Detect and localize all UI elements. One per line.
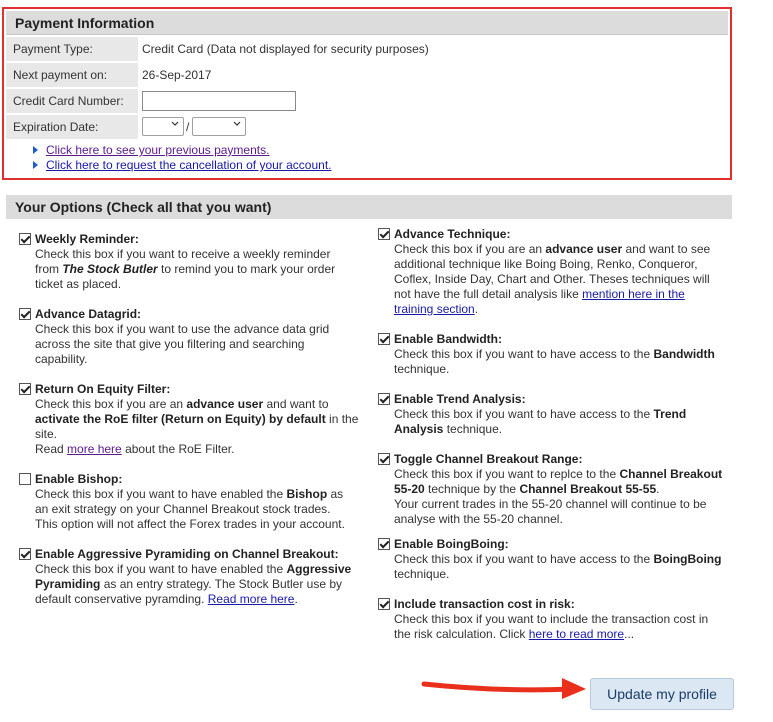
expiration-separator: /	[186, 120, 190, 134]
advance-technique-checkbox[interactable]	[378, 228, 390, 240]
link-bullet-icon	[33, 161, 38, 169]
desc-text: .	[656, 482, 660, 496]
option-description	[394, 347, 724, 377]
option-title: Advance Technique:	[394, 227, 511, 241]
desc-text: Check this box if you want to have access to the	[394, 347, 654, 361]
option-title: Include transaction cost in risk:	[394, 597, 575, 611]
desc-text: .	[294, 592, 298, 606]
desc-line: technique.	[394, 362, 450, 376]
payment-section-title: Payment Information	[6, 11, 728, 35]
training-section-link-cont[interactable]: training section	[394, 302, 475, 316]
option-transaction-cost	[378, 597, 718, 642]
option-title: Enable Bandwidth:	[394, 332, 502, 346]
option-title: Return On Equity Filter:	[35, 382, 171, 396]
desc-emphasis: Bandwidth	[653, 347, 715, 361]
desc-emphasis: advance user	[545, 242, 623, 256]
option-trend-analysis	[378, 392, 718, 437]
expiration-label: Expiration Date:	[6, 115, 138, 139]
desc-text: about the RoE Filter.	[121, 442, 235, 456]
option-weekly-reminder	[19, 232, 359, 292]
next-payment-value: 26-Sep-2017	[142, 68, 212, 82]
roe-filter-checkbox[interactable]	[19, 383, 31, 395]
weekly-reminder-checkbox[interactable]	[19, 233, 31, 245]
option-title: Toggle Channel Breakout Range:	[394, 452, 583, 466]
option-description	[35, 322, 365, 367]
payment-type-row	[6, 37, 728, 62]
desc-text: as an entry strategy. The Stock Butler use by	[100, 577, 343, 591]
desc-text: Check this box if you are an	[394, 242, 546, 256]
desc-emphasis: 55-20	[394, 482, 425, 496]
desc-text: in the	[325, 412, 359, 426]
boingboing-checkbox[interactable]	[378, 538, 390, 550]
desc-emphasis: Aggressive	[286, 562, 352, 576]
option-description	[394, 242, 724, 317]
option-enable-bishop	[19, 472, 359, 532]
desc-emphasis: Channel Breakout 55-55	[519, 482, 657, 496]
link-bullet-icon	[33, 146, 38, 154]
desc-text: Check this box if you want to have enabled the	[35, 487, 287, 501]
previous-payments-link[interactable]: Click here to see your previous payments.	[46, 143, 270, 157]
training-section-link[interactable]: mention here in the	[582, 287, 685, 301]
option-description	[35, 487, 365, 532]
desc-text: the risk calculation. Click	[394, 627, 529, 641]
card-number-input[interactable]	[142, 91, 296, 111]
desc-line: Coflex, Inside Day, Chart and Other. Theses techniques will	[394, 272, 710, 286]
card-number-label: Credit Card Number:	[6, 89, 138, 113]
option-description	[35, 397, 365, 457]
desc-line: additional technique like Boing Boing, Renko, Conqueror,	[394, 257, 698, 271]
desc-line: capability.	[35, 352, 88, 366]
expiration-year-select[interactable]	[192, 117, 246, 136]
desc-line: across the site that give you filtering and searching	[35, 337, 305, 351]
desc-text: technique.	[443, 422, 503, 436]
option-title: Enable Bishop:	[35, 472, 123, 486]
option-description	[35, 562, 365, 607]
desc-line: Check this box if you want to include the transaction cost in	[394, 612, 709, 626]
desc-emphasis: activate the RoE filter (Return on Equity) by default	[35, 412, 326, 426]
enable-bishop-checkbox[interactable]	[19, 473, 31, 485]
option-title: Advance Datagrid:	[35, 307, 142, 321]
payment-type-value: Credit Card (Data not displayed for security purposes)	[142, 42, 429, 56]
desc-text: Read	[35, 442, 68, 456]
chevron-down-icon	[171, 120, 179, 128]
desc-text: .	[474, 302, 479, 316]
desc-line: analyse with the 55-20 channel.	[394, 512, 563, 526]
option-boingboing	[378, 537, 722, 582]
desc-emphasis: Channel Breakout	[619, 467, 723, 481]
roe-more-here-link[interactable]: more here	[67, 442, 122, 456]
desc-emphasis: The Stock Butler	[62, 262, 158, 276]
desc-emphasis: Analysis	[394, 422, 444, 436]
transaction-read-more-link[interactable]: here to read more	[528, 627, 625, 641]
cancel-account-link[interactable]: Click here to request the cancellation of your account.	[46, 158, 332, 172]
desc-emphasis: Pyramiding	[35, 577, 101, 591]
aggressive-pyramiding-checkbox[interactable]	[19, 548, 31, 560]
option-title: Enable Aggressive Pyramiding on Channel Breakout:	[35, 547, 339, 561]
desc-text: Check this box if you want to have access to the	[394, 552, 654, 566]
advance-datagrid-checkbox[interactable]	[19, 308, 31, 320]
desc-line: technique.	[394, 567, 450, 581]
desc-text: as	[327, 487, 344, 501]
option-channel-breakout-range	[378, 452, 723, 527]
desc-text: ...	[624, 627, 635, 641]
annotation-arrow-icon	[420, 672, 590, 702]
desc-text: Check this box if you want to have enabled the	[35, 562, 287, 576]
transaction-cost-checkbox[interactable]	[378, 598, 390, 610]
next-payment-row	[6, 63, 728, 88]
desc-text: to remind you to mark your order	[157, 262, 336, 276]
desc-text: not have the full detail analysis like	[394, 287, 583, 301]
option-title: Enable BoingBoing:	[394, 537, 509, 551]
desc-text: and want to	[263, 397, 329, 411]
option-title: Enable Trend Analysis:	[394, 392, 526, 406]
option-aggressive-pyramiding	[19, 547, 359, 607]
enable-bandwidth-checkbox[interactable]	[378, 333, 390, 345]
options-section-title: Your Options (Check all that you want)	[6, 195, 732, 219]
option-description	[35, 247, 365, 292]
option-description	[394, 612, 724, 642]
desc-line: site.	[35, 427, 58, 441]
desc-emphasis: Bishop	[286, 487, 328, 501]
option-description	[394, 552, 724, 582]
desc-emphasis: BoingBoing	[653, 552, 722, 566]
desc-text: and want to see	[622, 242, 711, 256]
expiration-row	[6, 115, 728, 140]
desc-line: Check this box if you want to use the advance data grid	[35, 322, 330, 336]
option-advance-technique	[378, 227, 718, 317]
desc-text: default conservative pyramding.	[35, 592, 208, 606]
desc-text: from	[35, 262, 63, 276]
update-profile-button[interactable]: Update my profile	[590, 678, 734, 710]
option-title: Weekly Reminder:	[35, 232, 139, 246]
desc-text: Check this box if you want to have access to the	[394, 407, 654, 421]
channel-breakout-range-checkbox[interactable]	[378, 453, 390, 465]
desc-text: Check this box if you want to replce to the	[394, 467, 620, 481]
payment-type-label: Payment Type:	[6, 37, 138, 61]
desc-line: ticket as placed.	[35, 277, 122, 291]
desc-emphasis: advance user	[186, 397, 264, 411]
desc-text: Check this box if you are an	[35, 397, 187, 411]
desc-line: Check this box if you want to receive a weekly reminder	[35, 247, 331, 261]
desc-line: Your current trades in the 55-20 channel will continue to be	[394, 497, 707, 511]
option-advance-datagrid	[19, 307, 359, 367]
desc-line: an exit strategy on your Channel Breakout stock trades.	[35, 502, 331, 516]
chevron-down-icon	[233, 120, 241, 128]
desc-emphasis: Trend	[653, 407, 687, 421]
trend-analysis-checkbox[interactable]	[378, 393, 390, 405]
option-roe-filter	[19, 382, 359, 457]
desc-text: technique by the	[424, 482, 520, 496]
option-enable-bandwidth	[378, 332, 718, 377]
option-description	[394, 467, 724, 527]
option-description	[394, 407, 724, 437]
next-payment-label: Next payment on:	[6, 63, 138, 87]
card-number-row	[6, 89, 728, 114]
desc-line: This option will not affect the Forex trades in your account.	[35, 517, 345, 531]
expiration-month-select[interactable]	[142, 117, 184, 136]
pyramiding-read-more-link[interactable]: Read more here	[207, 592, 295, 606]
